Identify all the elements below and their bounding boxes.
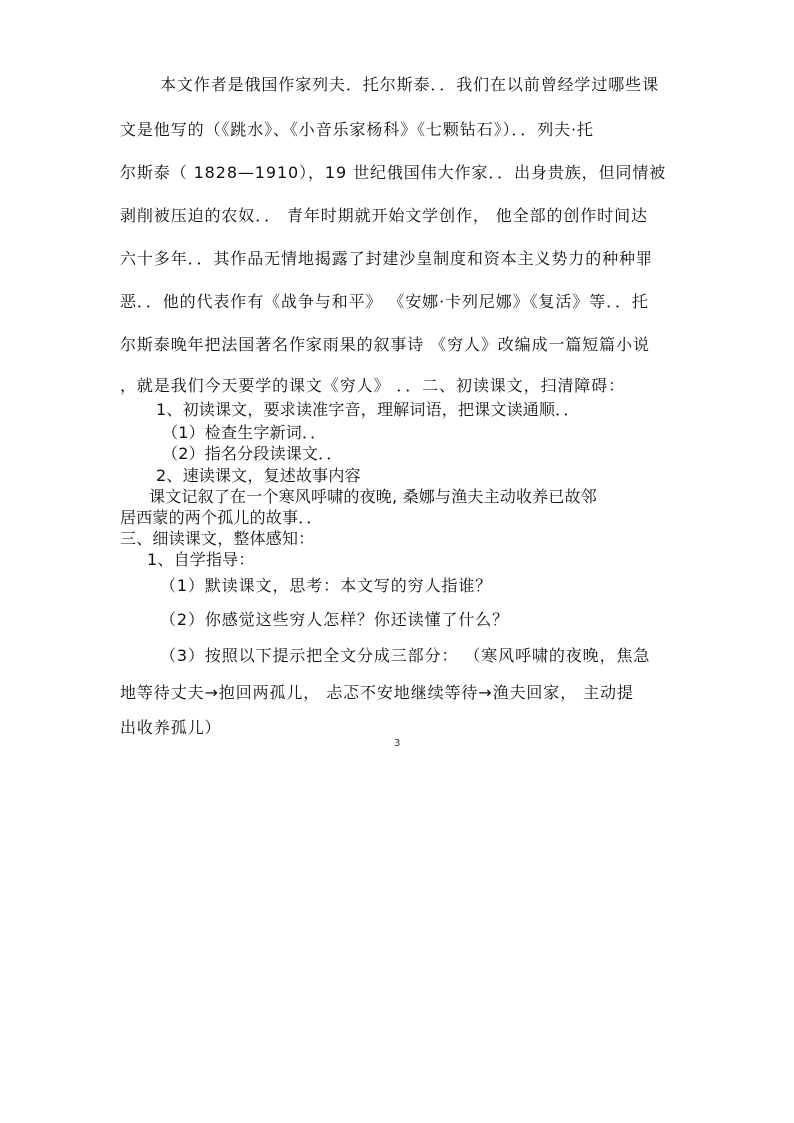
paragraph-line-7: 尔斯泰晚年把法国著名作家雨果的叙事诗 《穷人》改编成一篇短篇小说: [120, 335, 650, 354]
paragraph-line-6: 恶．．他的代表作有《战争与和平》 《安娜·卡列尼娜》《复活》等．．托: [120, 292, 649, 311]
question-3-line-1: （3）按照以下提示把全文分成三部分： （寒风呼啸的夜晚，焦急: [160, 646, 651, 665]
question-2: （2）你感觉这些穷人怎样？你还读懂了什么？: [160, 610, 510, 629]
page-number: 3: [394, 738, 401, 749]
section-heading-close-reading: 三、细读课文，整体感知：: [120, 529, 315, 548]
paragraph-line-1: 本文作者是俄国作家列夫．托尔斯泰．．我们在以前曾经学过哪些课: [160, 75, 660, 94]
list-item-read-aloud: 1、初读课文，要求读准字音，理解词语，把课文读通顺．．: [156, 400, 580, 419]
paragraph-line-5: 六十多年．．其作品无情地揭露了封建沙皇制度和资本主义势力的种种罪: [120, 249, 653, 268]
question-1: （1）默读课文，思考：本文写的穷人指谁？: [160, 576, 493, 595]
paragraph-line-4: 剥削被压迫的农奴．． 青年时期就开始文学创作， 他全部的创作时间达: [120, 206, 648, 225]
story-summary-line-2: 居西蒙的两个孤儿的故事．．: [120, 508, 323, 527]
sub-item-read-segments: （2）指名分段读课文．．: [162, 444, 343, 463]
sub-item-check-words: （1）检查生字新词．．: [162, 423, 327, 442]
paragraph-line-8: ，就是我们今天要学的课文《穷人》 ．．二、初读课文，扫清障碍：: [120, 376, 625, 395]
paragraph-line-2: 文是他写的（《跳水》、《小音乐家杨科》《七颗钻石》）．．列夫·托: [120, 120, 594, 139]
list-item-retell: 2、速读课文，复述故事内容: [156, 466, 361, 485]
list-item-self-study: 1、自学指导：: [147, 550, 255, 569]
story-summary-line-1: 课文记叙了在一个寒风呼啸的夜晚, 桑娜与渔夫主动收养已故邻: [149, 487, 597, 506]
paragraph-line-3: 尔斯泰（ 1828—1910），19 世纪俄国伟大作家．．出身贵族，但同情被: [120, 163, 667, 182]
question-3-line-3: 出收养孤儿）: [120, 718, 222, 737]
question-3-line-2: 地等待丈夫→抱回两孤儿， 忐忑不安地继续等待→渔夫回家， 主动提: [120, 683, 634, 702]
